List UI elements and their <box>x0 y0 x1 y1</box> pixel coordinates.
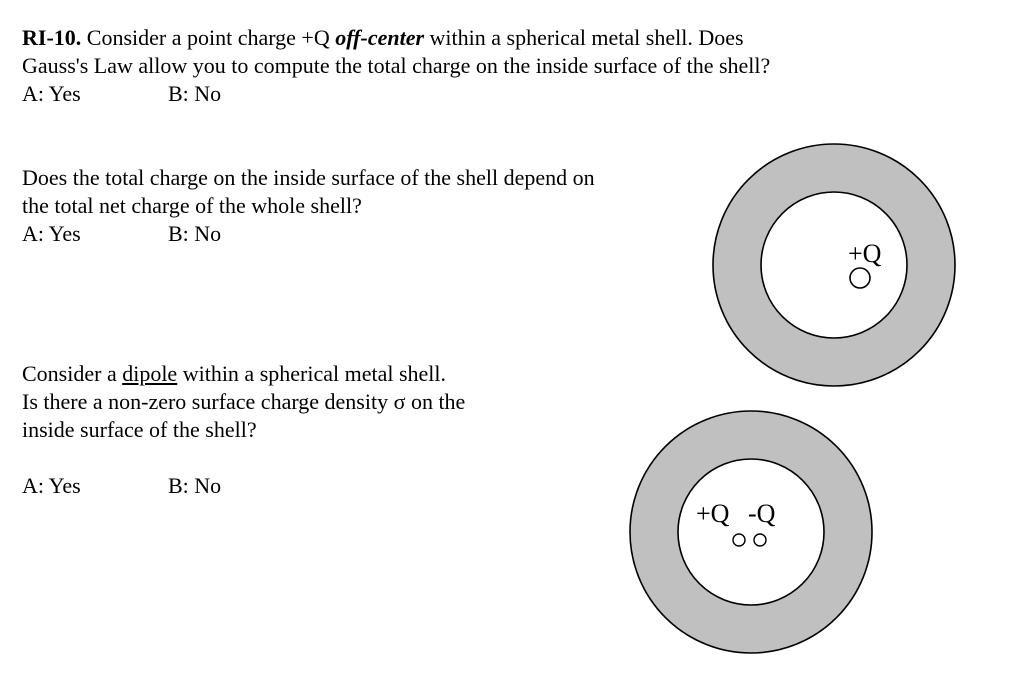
shell-figure-off-center-charge <box>711 142 957 388</box>
question-1-choice-a: A: Yes <box>22 81 81 106</box>
question-3-text-b: within a spherical metal shell. <box>177 361 447 386</box>
question-2-choice-a: A: Yes <box>22 221 81 246</box>
negative-charge-label: -Q <box>748 499 776 528</box>
question-3-line-1 <box>22 360 582 388</box>
question-label: RI-10. <box>22 25 82 50</box>
question-2 <box>22 164 682 248</box>
question-1-choice-b: B: No <box>168 81 222 106</box>
positive-charge-label: +Q <box>696 499 730 528</box>
question-3-choice-b: B: No <box>168 473 222 498</box>
question-2-line-2: the total net charge of the whole shell? <box>22 193 362 218</box>
question-2-line-1: Does the total charge on the inside surface of the shell depend on <box>22 165 595 190</box>
question-1-text-a: Consider a point charge +Q <box>81 25 336 50</box>
shell-cavity <box>761 192 907 338</box>
shell-cavity <box>678 459 824 605</box>
question-3-line-3: inside surface of the shell? <box>22 417 257 442</box>
point-charge-marker <box>850 268 870 288</box>
question-3-line-2: Is there a non-zero surface charge density σ on the <box>22 389 466 414</box>
question-1-line-2: Gauss's Law allow you to compute the total charge on the inside surface of the shell? <box>22 53 771 78</box>
question-3-choice-a: A: Yes <box>22 473 81 498</box>
question-3-choices <box>22 472 582 500</box>
question-2-choices <box>22 220 682 248</box>
question-1-choices <box>22 80 902 108</box>
negative-charge-marker <box>754 534 766 546</box>
question-1-text-b: within a spherical metal shell. Does <box>424 25 744 50</box>
question-2-choice-b: B: No <box>168 221 222 246</box>
question-3-underlined-term: dipole <box>122 361 178 386</box>
positive-charge-marker <box>733 534 745 546</box>
shell-figure-dipole <box>628 409 874 655</box>
question-1 <box>22 24 902 108</box>
question-3-spacer <box>22 444 582 472</box>
question-3-text-a: Consider a <box>22 361 123 386</box>
question-3 <box>22 360 582 500</box>
question-1-emphasis: off-center <box>335 25 425 50</box>
question-1-line-1 <box>22 24 902 52</box>
point-charge-label: +Q <box>848 239 882 268</box>
